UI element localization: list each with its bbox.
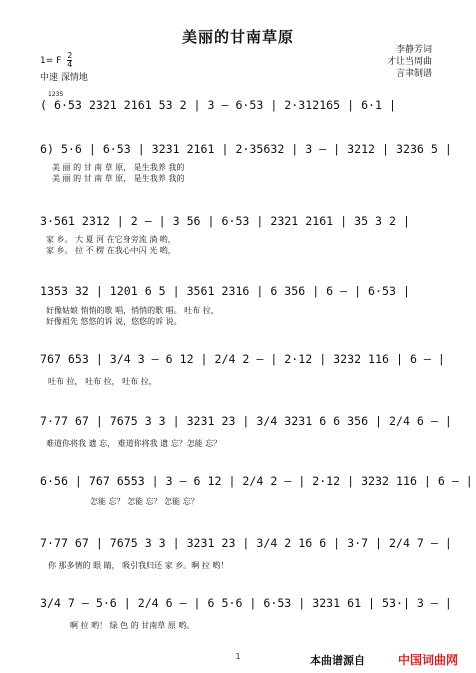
score-line-5: 767 653 | 3/4 3 — 6 12 | 2/4 2 — | 2·12 | 3232 116 | 6 — | bbox=[40, 352, 445, 366]
lyric-line-5a: 吐布 拉， 吐布 拉， 吐布 拉， bbox=[48, 377, 157, 386]
key-text: 1= F bbox=[40, 56, 62, 66]
credit-composer: 才让当周曲 bbox=[386, 57, 432, 67]
score-line-2: 6) 5·6 | 6·53 | 3231 2161 | 2·35632 | 3 — | 3212 | 3236 5 | bbox=[40, 142, 452, 156]
score-line-9: 3/4 7 — 5·6 | 2/4 6 — | 6 5·6 | 6·53 | 3231 61 | 53·| 3 — | bbox=[40, 596, 452, 610]
source-text: 本曲谱源自 bbox=[310, 654, 365, 667]
lyric-line-4a: 好像姑娘 悄悄的歌 唱，悄悄的歌 唱。 吐布 拉， bbox=[46, 306, 219, 315]
credit-lyricist: 李静芳词 bbox=[395, 45, 432, 55]
score-line-1: ( 6·53 2321 2161 53 2 | 3 — 6·53 | 2·312165 | 6·1 | bbox=[40, 98, 396, 112]
lyric-line-4b: 好像祖先 悠悠的诉 说，悠悠的诉 说。 bbox=[46, 317, 182, 326]
lyric-line-2b: 美 丽 的 甘 南 草 原， 是生我养 我的 bbox=[52, 174, 185, 183]
time-bottom: 4 bbox=[67, 60, 73, 69]
lyric-line-8a: 你 那多情的 眼 睛， 吸引我归还 家 乡。啊 拉 哟！ bbox=[48, 561, 229, 570]
lyric-line-9a: 啊 拉 哟！ 绿 色 的 甘南草 原 哟。 bbox=[70, 621, 195, 630]
lyric-line-3b: 家 乡。 拉 不 楞 在我心中闪 光 哟， bbox=[46, 246, 176, 255]
score-line-7: 6·56 | 767 6553 | 3 — 6 12 | 2/4 2 — | 2·12 | 3232 116 | 6 — | bbox=[40, 474, 473, 488]
key-signature bbox=[40, 52, 72, 69]
site-name-link[interactable]: 中国词曲网 bbox=[398, 653, 459, 667]
time-top: 2 bbox=[67, 51, 73, 60]
lyric-line-2a: 美 丽 的 甘 南 草 原， 是生我养 我的 bbox=[52, 163, 185, 172]
score-line-6: 7·77 67 | 7675 3 3 | 3231 23 | 3/4 3231 6 6 356 | 2/4 6 — | bbox=[40, 414, 452, 428]
grace-note-annotation: 1235 bbox=[48, 91, 64, 98]
lyric-line-7a: 怎能 忘？ 怎能 忘？ 怎能 忘？ bbox=[90, 497, 199, 506]
time-signature bbox=[67, 52, 72, 69]
page-number: 1 bbox=[235, 652, 241, 661]
score-line-4: 1353 32 | 1201 6 5 | 3561 2316 | 6 356 | 6 — | 6·53 | bbox=[40, 284, 410, 298]
lyric-line-3a: 家 乡。 大 夏 河 在它身旁流 淌 哟， bbox=[46, 235, 176, 244]
score-line-3: 3·561 2312 | 2 — | 3 56 | 6·53 | 2321 2161 | 35 3 2 | bbox=[40, 214, 410, 228]
credits bbox=[387, 44, 432, 80]
credit-transcriber: 言聿制谱 bbox=[395, 69, 432, 79]
lyric-line-6a: 难道你将我 遗 忘， 难道你将我 遗 忘？怎能 忘？ bbox=[46, 439, 222, 448]
score-line-8: 7·77 67 | 7675 3 3 | 3231 23 | 3/4 2 16 6 | 3·7 | 2/4 7 — | bbox=[40, 536, 452, 550]
page-title: 美丽的甘南草原 bbox=[181, 28, 294, 46]
tempo-marking: 中速 深情地 bbox=[40, 73, 88, 83]
